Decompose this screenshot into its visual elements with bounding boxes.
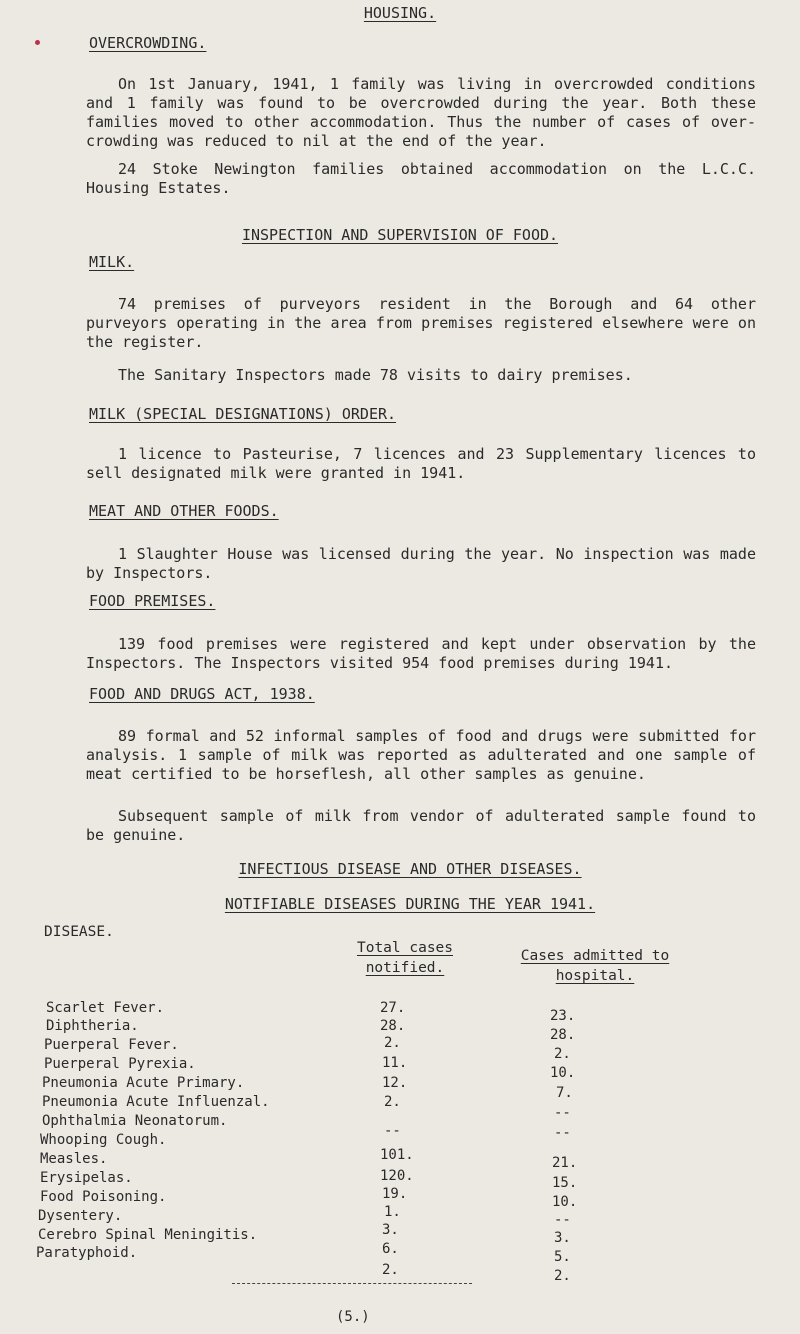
inspection-heading: INSPECTION AND SUPERVISION OF FOOD. [241,226,559,244]
total-notified: -- [384,1123,401,1139]
overcrowding-heading: OVERCROWDING. [89,34,207,52]
total-notified: 2. [384,1094,401,1110]
section-divider [232,1283,472,1284]
total-notified: 28. [380,1018,406,1034]
disease-name: Measles. [40,1151,108,1167]
total-cases-column-header: Total cases notified. [356,940,454,976]
hospital-admitted: -- [554,1125,571,1141]
disease-name: Dysentery. [38,1208,123,1224]
disease-name: Erysipelas. [40,1170,133,1186]
total-notified: 101. [380,1147,414,1163]
total-notified: 19. [382,1186,408,1202]
hospital-admitted: 21. [552,1155,578,1171]
hospital-admitted: 7. [556,1085,573,1101]
milk-heading: MILK. [89,253,135,271]
hospital-admitted: 10. [552,1194,578,1210]
food-premises-heading: FOOD PREMISES. [89,592,216,610]
disease-name: Whooping Cough. [40,1132,167,1148]
disease-name: Puerperal Pyrexia. [44,1056,196,1072]
food-drugs-act-paragraph-2: Subsequent sample of milk from vendor of adulterated sample found to be genuine. [86,807,756,844]
hospital-admitted: 2. [554,1268,571,1284]
food-premises-paragraph: 139 food premises were registered and kept under observation by the Inspectors. The Inspectors visited 954 food premises during 1941. [86,635,756,672]
hospital-admitted: 2. [554,1046,571,1062]
total-notified: 11. [382,1055,408,1071]
total-notified: 3. [382,1222,399,1238]
hospital-admitted: 5. [554,1249,571,1265]
milk-paragraph-2: The Sanitary Inspectors made 78 visits to dairy premises. [118,366,633,384]
milk-special-heading: MILK (SPECIAL DESIGNATIONS) ORDER. [89,405,397,423]
total-notified: 2. [384,1035,401,1051]
milk-paragraph-1: 74 premises of purveyors resident in the Borough and 64 other purveyors operating in the area from premises registered elsewhere were on the register. [86,295,756,351]
meat-paragraph: 1 Slaughter House was licensed during the year. No inspection was made by Inspectors. [86,545,756,582]
hospital-admitted: 3. [554,1230,571,1246]
total-notified: 6. [382,1241,399,1257]
food-drugs-act-paragraph-1: 89 formal and 52 informal samples of food and drugs were submitted for analysis. 1 sample of milk was reported as adulterated and one sample of meat certified to be horseflesh, all other samples as genuine. [86,727,756,783]
infectious-heading: INFECTIOUS DISEASE AND OTHER DISEASES. [238,860,582,878]
total-notified: 27. [380,1000,406,1016]
hospital-admitted: 23. [550,1008,576,1024]
disease-name: Pneumonia Acute Influenzal. [42,1094,270,1110]
overcrowding-paragraph-2: 24 Stoke Newington families obtained accommodation on the L.C.C. Housing Estates. [86,160,756,197]
disease-name: Food Poisoning. [40,1189,167,1205]
hospital-admitted: 15. [552,1175,578,1191]
overcrowding-paragraph-1: On 1st January, 1941, 1 family was living in overcrowded conditions and 1 family was found to be overcrowded during the year. Both these families moved to other accommodation. Thus the number of cases of over-crowding was reduced to nil at the end of the year. [86,75,756,150]
hospital-admitted: 10. [550,1065,576,1081]
disease-name: Cerebro Spinal Meningitis. [38,1227,258,1243]
page-title: HOUSING. [363,4,437,22]
hospital-admitted: -- [554,1105,571,1121]
disease-column-header: DISEASE. [44,924,114,940]
hospital-admitted: -- [554,1212,571,1228]
disease-name: Paratyphoid. [36,1245,138,1261]
disease-name: Puerperal Fever. [44,1037,179,1053]
meat-heading: MEAT AND OTHER FOODS. [89,502,279,520]
disease-name: Ophthalmia Neonatorum. [42,1113,228,1129]
disease-name: Scarlet Fever. [46,1000,165,1016]
disease-name: Pneumonia Acute Primary. [42,1075,245,1091]
page-number: (5.) [336,1309,370,1325]
hospital-cases-column-header: Cases admitted to hospital. [520,948,670,984]
total-notified: 1. [384,1204,401,1220]
disease-name: Diphtheria. [46,1018,139,1034]
milk-special-paragraph: 1 licence to Pasteurise, 7 licences and 23 Supplementary licences to sell designated milk were granted in 1941. [86,445,756,482]
total-notified: 2. [382,1262,399,1278]
hospital-admitted: 28. [550,1027,576,1043]
total-notified: 12. [382,1075,408,1091]
food-drugs-act-heading: FOOD AND DRUGS ACT, 1938. [89,685,315,703]
total-notified: 120. [380,1168,414,1184]
notifiable-table-heading: NOTIFIABLE DISEASES DURING THE YEAR 1941. [224,895,596,913]
margin-mark [35,40,40,45]
